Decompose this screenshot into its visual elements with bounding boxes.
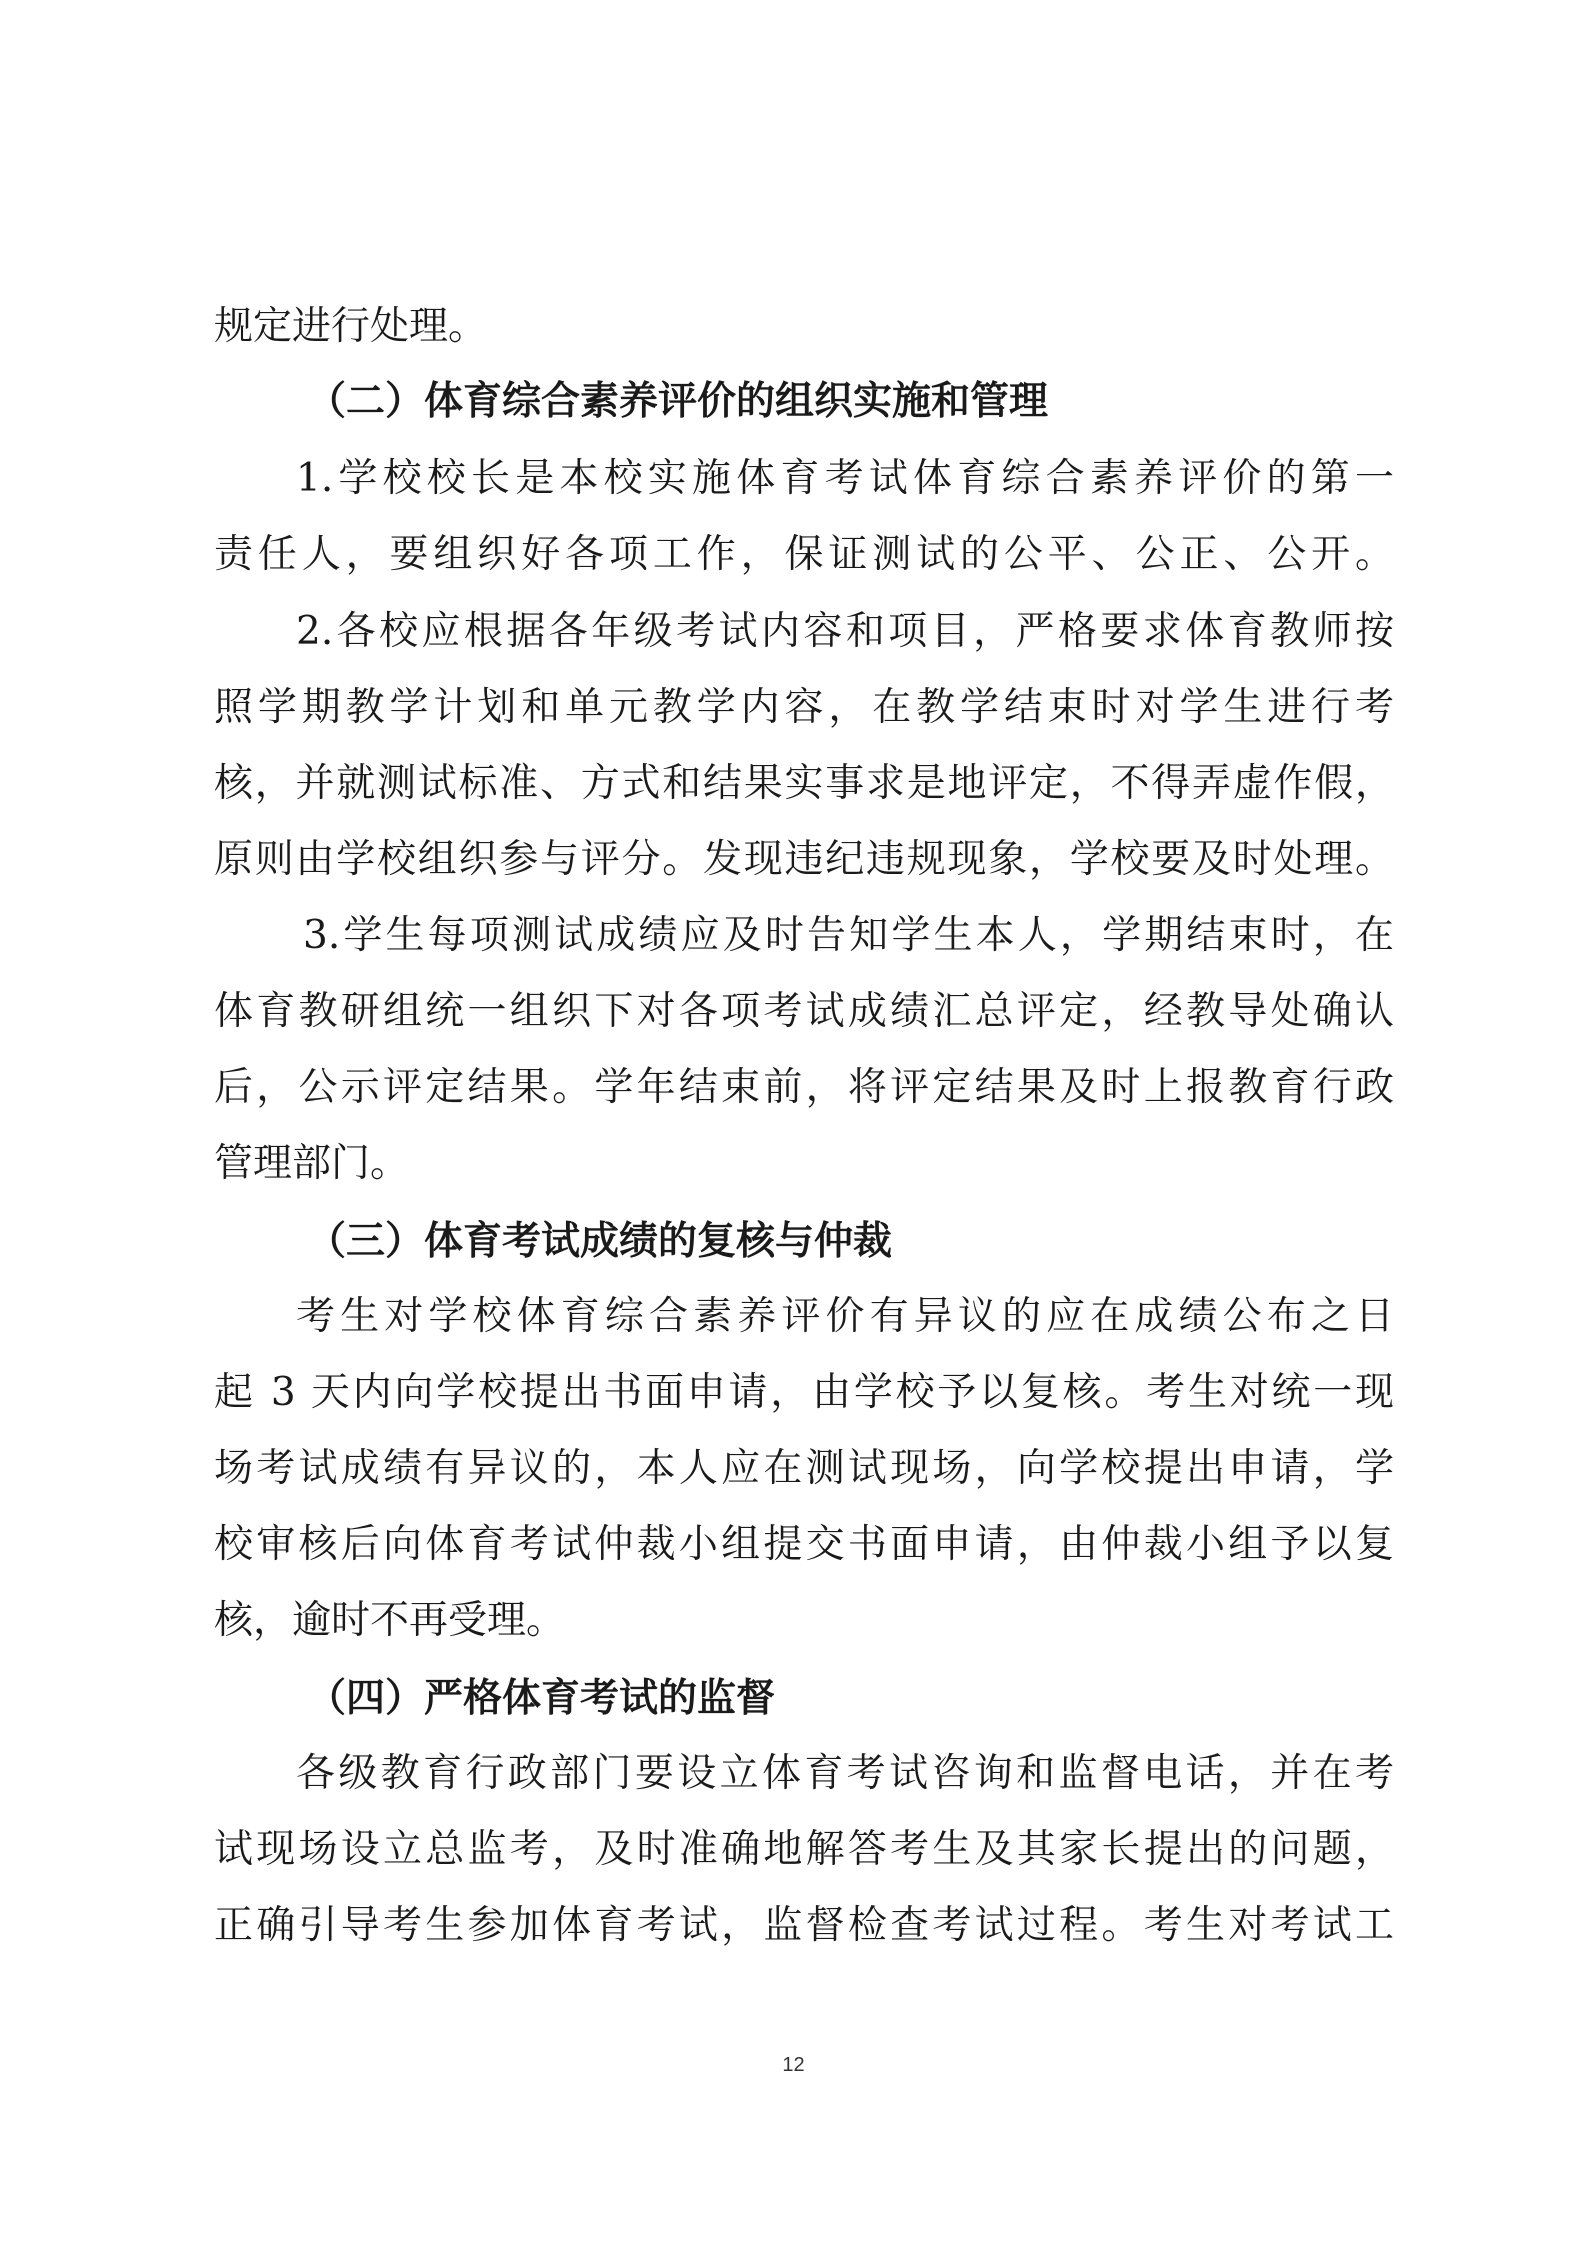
page-number: 12 <box>782 2054 805 2076</box>
paragraph-line: 正确引导考生参加体育考试，监督检查考试过程。考生对考试工 <box>214 1903 1394 1948</box>
paragraph-line: 1.学校校长是本校实施体育考试体育综合素养评价的第一 <box>296 456 1394 501</box>
paragraph-line: 管理部门。 <box>214 1141 410 1186</box>
section-heading-3: （三）体育考试成绩的复核与仲裁 <box>307 1218 893 1264</box>
paragraph-line: 校审核后向体育考试仲裁小组提交书面申请，由仲裁小组予以复 <box>214 1522 1394 1567</box>
paragraph-line: 场考试成绩有异议的，本人应在测试现场，向学校提出申请，学 <box>214 1446 1394 1491</box>
paragraph-line: 责任人，要组织好各项工作，保证测试的公平、公正、公开。 <box>214 532 1394 577</box>
paragraph-line: 考生对学校体育综合素养评价有异议的应在成绩公布之日 <box>296 1294 1394 1339</box>
paragraph-line: 原则由学校组织参与评分。发现违纪违规现象，学校要及时处理。 <box>214 837 1394 882</box>
paragraph-line: 体育教研组统一组织下对各项考试成绩汇总评定，经教导处确认 <box>214 989 1394 1034</box>
paragraph-line: 核，逾时不再受理。 <box>214 1598 566 1643</box>
paragraph-line: 起 3 天内向学校提出书面申请，由学校予以复核。考生对统一现 <box>214 1370 1394 1415</box>
paragraph-line: 后，公示评定结果。学年结束前，将评定结果及时上报教育行政 <box>214 1065 1394 1110</box>
paragraph-line: 核，并就测试标准、方式和结果实事求是地评定，不得弄虚作假， <box>214 761 1394 806</box>
paragraph-line: 3.学生每项测试成绩应及时告知学生本人，学期结束时，在 <box>303 913 1394 958</box>
paragraph-line: 试现场设立总监考，及时准确地解答考生及其家长提出的问题， <box>214 1827 1394 1872</box>
paragraph-line: 照学期教学计划和单元教学内容，在教学结束时对学生进行考 <box>214 685 1394 730</box>
section-heading-2: （二）体育综合素养评价的组织实施和管理 <box>307 378 1049 424</box>
paragraph-line: 2.各校应根据各年级考试内容和项目，严格要求体育教师按 <box>296 609 1394 654</box>
paragraph-line: 规定进行处理。 <box>214 304 488 349</box>
section-heading-4: （四）严格体育考试的监督 <box>307 1675 776 1721</box>
paragraph-line: 各级教育行政部门要设立体育考试咨询和监督电话，并在考 <box>296 1751 1394 1796</box>
